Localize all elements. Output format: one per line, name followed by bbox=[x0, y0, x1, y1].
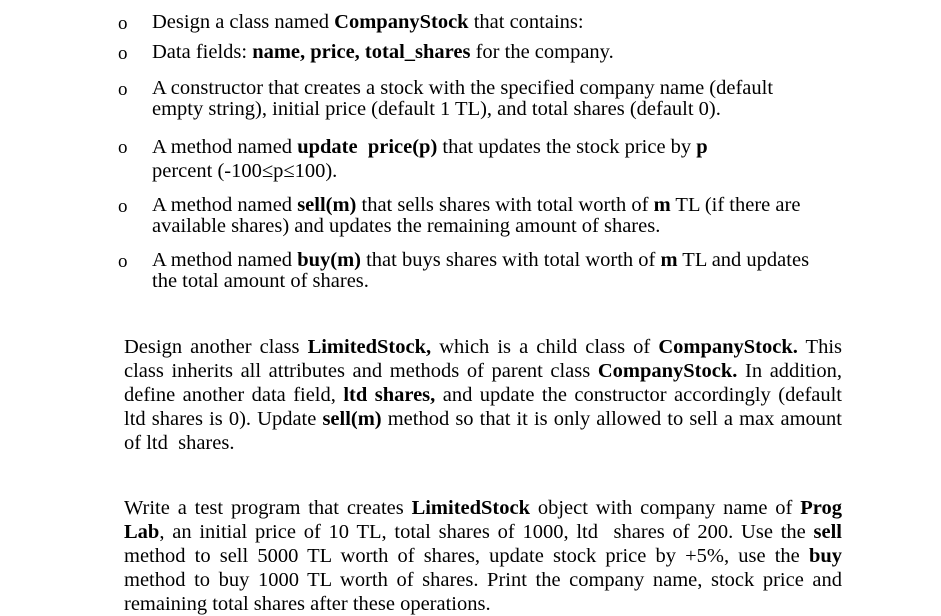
bold-text: CompanyStock. bbox=[597, 360, 738, 382]
text: that contains: bbox=[468, 11, 584, 33]
bullet-marker: o bbox=[118, 251, 128, 272]
text-line: available shares) and updates the remaining amount of shares. bbox=[152, 215, 661, 237]
bold-text: sell bbox=[813, 521, 842, 543]
text: method so that it is only allowed to sell a max amount of ltd shares. bbox=[124, 408, 848, 454]
text: method to sell 5000 TL worth of shares, update stock price by +5%, use the bbox=[124, 545, 809, 567]
bullet-marker: o bbox=[118, 196, 128, 217]
paragraph-limited-stock bbox=[124, 335, 848, 455]
text-line: the total amount of shares. bbox=[152, 270, 369, 292]
text: Write a test program that creates bbox=[124, 497, 412, 519]
text: object with company name of bbox=[530, 497, 801, 519]
bullet-item-buy bbox=[152, 250, 809, 292]
bullet-marker: o bbox=[118, 13, 128, 34]
bullet-marker: o bbox=[118, 137, 128, 158]
bold-text: CompanyStock. bbox=[658, 336, 798, 358]
bold-text: p bbox=[696, 136, 708, 158]
bold-text: m bbox=[653, 194, 671, 216]
text: Data fields: bbox=[152, 41, 253, 63]
bold-text: sell(m) bbox=[322, 408, 382, 430]
bold-text: buy bbox=[808, 545, 842, 567]
paragraph-test-program bbox=[124, 496, 842, 616]
text: that sells shares with total worth of bbox=[356, 194, 654, 216]
text: that buys shares with total worth of bbox=[360, 249, 661, 271]
bullet-marker: o bbox=[118, 43, 128, 64]
text: A method named bbox=[152, 136, 298, 158]
text: In addition, define another data field, bbox=[124, 360, 843, 406]
text: and update the constructor accordingly (default ltd shares is 0). Update bbox=[124, 384, 843, 430]
bullet-item-sell bbox=[152, 195, 800, 237]
bold-text: buy(m) bbox=[297, 249, 361, 271]
text: A method named bbox=[152, 194, 298, 216]
bold-text: name, price, total_shares bbox=[252, 41, 471, 63]
bold-text: LimitedStock bbox=[411, 497, 531, 519]
bold-text: sell(m) bbox=[297, 194, 357, 216]
text-line bbox=[152, 195, 800, 216]
bullet-item-class-design bbox=[152, 12, 584, 33]
bold-text: update price(p) bbox=[297, 136, 438, 158]
text-line bbox=[152, 135, 708, 159]
text: This class inherits all attributes and methods of parent class bbox=[124, 336, 842, 382]
bold-text: Prog Lab bbox=[124, 497, 842, 543]
text: A method named bbox=[152, 249, 298, 271]
bold-text: ltd shares, bbox=[343, 384, 436, 406]
text-line: percent (-100≤p≤100). bbox=[152, 160, 338, 182]
text: Design a class named bbox=[152, 11, 335, 33]
bullet-item-constructor bbox=[152, 78, 773, 120]
text: which is a child class of bbox=[431, 336, 659, 358]
text-line bbox=[152, 250, 809, 271]
text: , an initial price of 10 TL, total shares of 1000, ltd shares of 200. Use the bbox=[159, 521, 814, 543]
bold-text: LimitedStock, bbox=[307, 336, 432, 358]
bullet-item-data-fields bbox=[152, 42, 614, 63]
text: method to buy 1000 TL worth of shares. Print the company name, stock price and remaining total shares after these operations. bbox=[124, 569, 842, 615]
text: that updates the stock price by bbox=[437, 136, 697, 158]
text: for the company. bbox=[470, 41, 614, 63]
text: TL (if there are bbox=[670, 194, 801, 216]
bold-text: m bbox=[660, 249, 678, 271]
text-line: A constructor that creates a stock with the specified company name (default bbox=[152, 77, 774, 99]
text-line: empty string), initial price (default 1 TL), and total shares (default 0). bbox=[152, 98, 721, 120]
bullet-marker: o bbox=[118, 79, 128, 100]
text: Design another class bbox=[124, 336, 308, 358]
bold-text: CompanyStock bbox=[334, 11, 469, 33]
text: TL and updates bbox=[677, 249, 810, 271]
bullet-item-update-price bbox=[152, 135, 708, 183]
